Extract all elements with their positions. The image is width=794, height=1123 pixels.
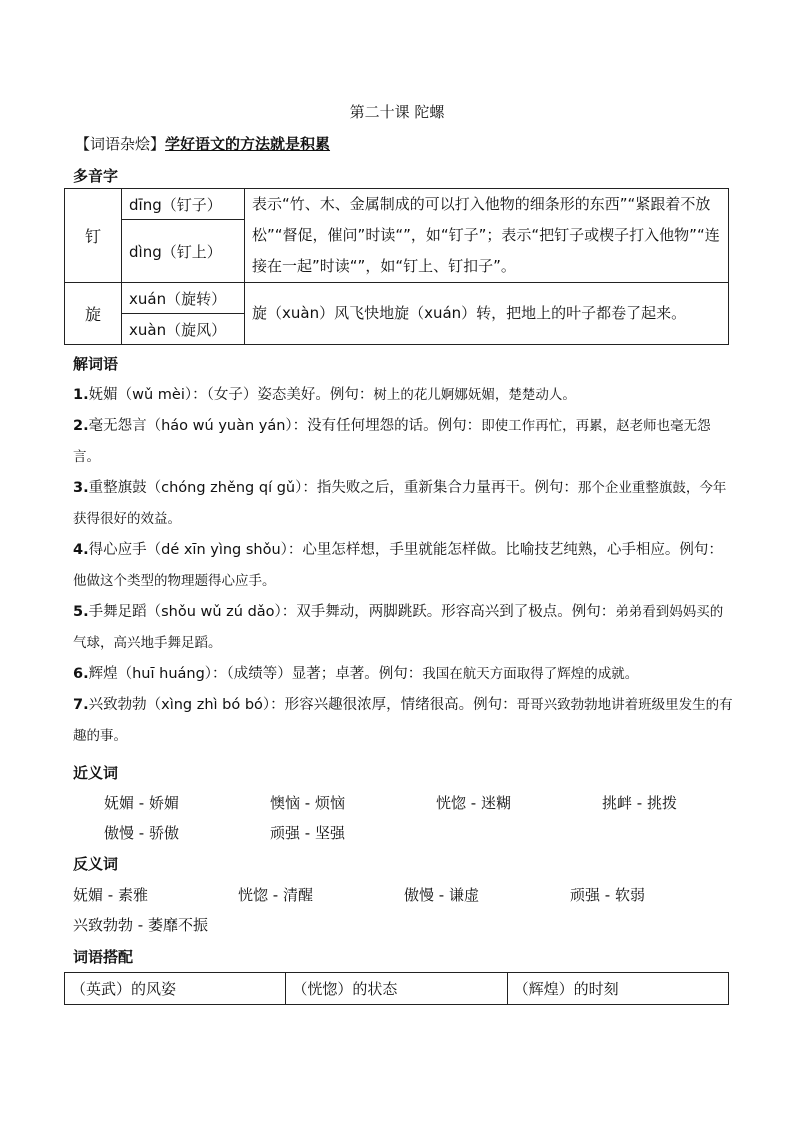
- words-heading: 解词语: [73, 355, 119, 373]
- table-row: [65, 283, 729, 314]
- entry-example: 那个企业重整旗鼓，今年获得很好的效益。: [73, 480, 727, 527]
- page-title: 第二十课 陀螺: [349, 103, 445, 121]
- polyphone-explanation: 表示“竹、木、金属制成的可以打入他物的细条形的东西”“紧跟着不放松”“督促，催问”时读“”，如“钉子”；表示“把钉子或楔子打入他物”“连接在一起”时读“”，如“钉上、钉扣子”。: [245, 189, 729, 283]
- entry-definition: 重整旗鼓（chóng zhěng qí gǔ）：指失败之后，重新集合力量再干。例句：: [88, 480, 578, 496]
- polyphone-reading: xuán（旋转）: [122, 283, 245, 314]
- entry-example: 哥哥兴致勃勃地讲着班级里发生的有趣的事。: [73, 697, 733, 744]
- synonym-pair: 懊恼 - 烦恼: [270, 794, 345, 812]
- antonym-pair: 兴致勃勃 - 萎靡不振: [73, 916, 208, 934]
- table-row: [65, 189, 729, 220]
- antonym-pair: 恍惚 - 清醒: [238, 886, 313, 904]
- synonym-pair: 恍惚 - 迷糊: [436, 794, 511, 812]
- list-item: [73, 535, 733, 597]
- polyphone-char: 钉: [65, 189, 122, 283]
- synonyms-heading: 近义词: [73, 764, 119, 782]
- polyphone-heading: 多音字: [73, 167, 119, 185]
- polyphone-char: 旋: [65, 283, 122, 345]
- synonym-pair: 傲慢 - 骄傲: [104, 824, 179, 842]
- list-item: [73, 380, 733, 411]
- entry-number: 5.: [73, 604, 89, 620]
- table-row: [65, 973, 729, 1005]
- entry-number: 4.: [73, 542, 89, 558]
- entry-definition: 辉煌（huī huáng）：（成绩等）显著；卓著。例句：: [88, 666, 423, 682]
- entry-definition: 手舞足蹈（shǒu wǔ zú dǎo）：双手舞动，两脚跳跃。形容高兴到了极点。例句：: [88, 604, 616, 620]
- entry-definition: 兴致勃勃（xìng zhì bó bó）：形容兴趣很浓厚，情绪很高。例句：: [88, 697, 517, 713]
- word-list: [73, 380, 733, 752]
- entry-example: 弟弟看到妈妈买的气球，高兴地手舞足蹈。: [73, 604, 724, 651]
- heading-tag: 【词语杂烩】: [75, 135, 166, 153]
- entry-example: 他做这个类型的物理题得心应手。: [73, 573, 276, 589]
- entry-definition: 得心应手（dé xīn yìng shǒu）：心里怎样想，手里就能怎样做。比喻技艺纯熟，心手相应。例句：: [88, 542, 723, 558]
- entry-number: 7.: [73, 697, 89, 713]
- collocation-table: [64, 972, 729, 1005]
- antonym-pair: 傲慢 - 谦虚: [404, 886, 479, 904]
- synonym-pair: 顽强 - 坚强: [270, 824, 345, 842]
- polyphone-reading: dìng（钉上）: [122, 220, 245, 283]
- entry-example: 即使工作再忙，再累，赵老师也毫无怨言。: [73, 418, 711, 465]
- list-item: [73, 659, 733, 690]
- list-item: [73, 690, 733, 752]
- antonym-pair: 妩媚 - 素雅: [73, 886, 148, 904]
- heading-slogan: 学好语文的方法就是积累: [165, 135, 331, 153]
- polyphone-explanation: 旋（xuàn）风飞快地旋（xuán）转，把地上的叶子都卷了起来。: [245, 283, 729, 345]
- collocations-heading: 词语搭配: [73, 948, 134, 966]
- antonym-pair: 顽强 - 软弱: [570, 886, 645, 904]
- polyphone-table: [64, 188, 729, 345]
- entry-example: 树上的花儿婀娜妩媚，楚楚动人。: [373, 387, 576, 403]
- polyphone-reading: xuàn（旋风）: [122, 314, 245, 345]
- entry-definition: 毫无怨言（háo wú yuàn yán）：没有任何埋怨的话。例句：: [88, 418, 482, 434]
- polyphone-reading: dīng（钉子）: [122, 189, 245, 220]
- entry-number: 3.: [73, 480, 89, 496]
- synonym-pair: 妩媚 - 娇媚: [104, 794, 179, 812]
- section-heading: [75, 133, 330, 154]
- entry-definition: 妩媚（wǔ mèi）：（女子）姿态美好。例句：: [88, 387, 374, 403]
- list-item: [73, 597, 733, 659]
- entry-example: 我国在航天方面取得了辉煌的成就。: [422, 666, 639, 682]
- synonym-pair: 挑衅 - 挑拨: [602, 794, 677, 812]
- entry-number: 2.: [73, 418, 89, 434]
- entry-number: 6.: [73, 666, 89, 682]
- list-item: [73, 411, 733, 473]
- entry-number: 1.: [73, 387, 89, 403]
- antonyms-heading: 反义词: [73, 855, 119, 873]
- list-item: [73, 473, 733, 535]
- collocation-cell: （英武）的风姿: [65, 973, 286, 1005]
- collocation-cell: （辉煌）的时刻: [507, 973, 728, 1005]
- collocation-cell: （恍惚）的状态: [286, 973, 507, 1005]
